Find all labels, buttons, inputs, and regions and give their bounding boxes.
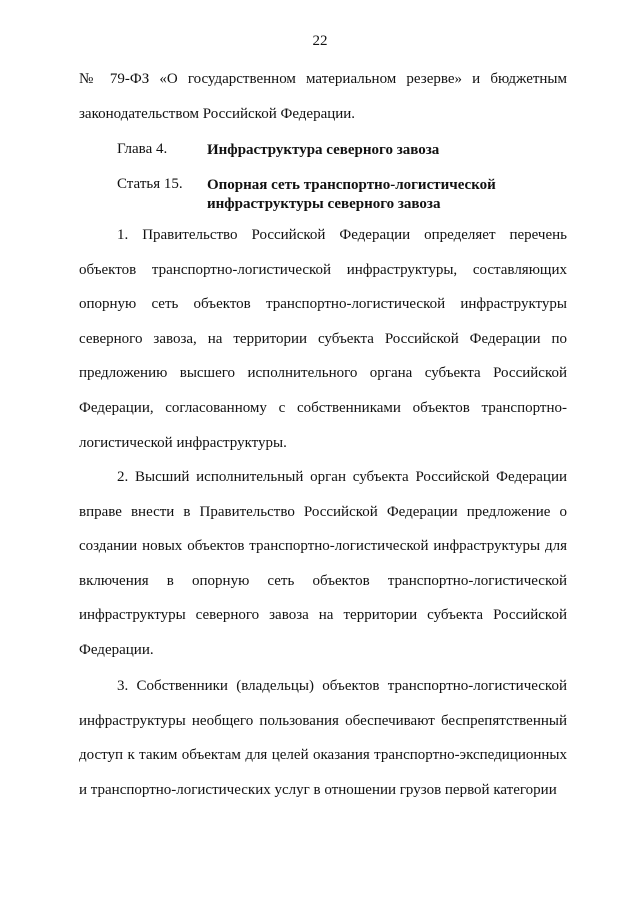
chapter-label: Глава 4. [117, 141, 168, 157]
paragraph-3: 3. Собственники (владельцы) объектов транспортно-логистической инфраструктуры необщего пользования обеспечивают беспрепятственный доступ к таким объектам для целей оказания транспортно-экспедиционных и транспортно-логистических услуг в отношении грузов первой категории [79, 678, 567, 798]
intro-paragraph: № 79-ФЗ «О государственном материальном резерве» и бюджетным законодательством Российской Федерации. [79, 71, 567, 122]
page-number: 22 [312, 33, 328, 49]
paragraph-1: 1. Правительство Российской Федерации определяет перечень объектов транспортно-логистической инфраструктуры, составляющих опорную сеть объектов транспортно-логистической инфраструктуры северного завоза, на территории субъекта Российской Федерации по предложению высшего исполнительного органа субъекта Российской Федерации, согласованному с собственниками объектов транспортно-логистической инфраструктуры. [79, 227, 567, 451]
article-title-line2: инфраструктуры северного завоза [207, 195, 441, 212]
chapter-heading [117, 141, 567, 160]
paragraph-2: 2. Высший исполнительный орган субъекта Российской Федерации вправе внести в Правительство Российской Федерации предложение о создании новых объектов транспортно-логистической инфраструктуры для включения в опорную сеть объектов транспортно-логистической инфраструктуры северного завоза на территории субъекта Российской Федерации. [79, 469, 567, 658]
article-title-line1: Опорная сеть транспортно-логистической [207, 177, 496, 193]
article-label: Статья 15. [117, 176, 183, 192]
chapter-title: Инфраструктура северного завоза [207, 142, 440, 158]
article-title [207, 176, 567, 213]
article-heading [117, 176, 567, 213]
